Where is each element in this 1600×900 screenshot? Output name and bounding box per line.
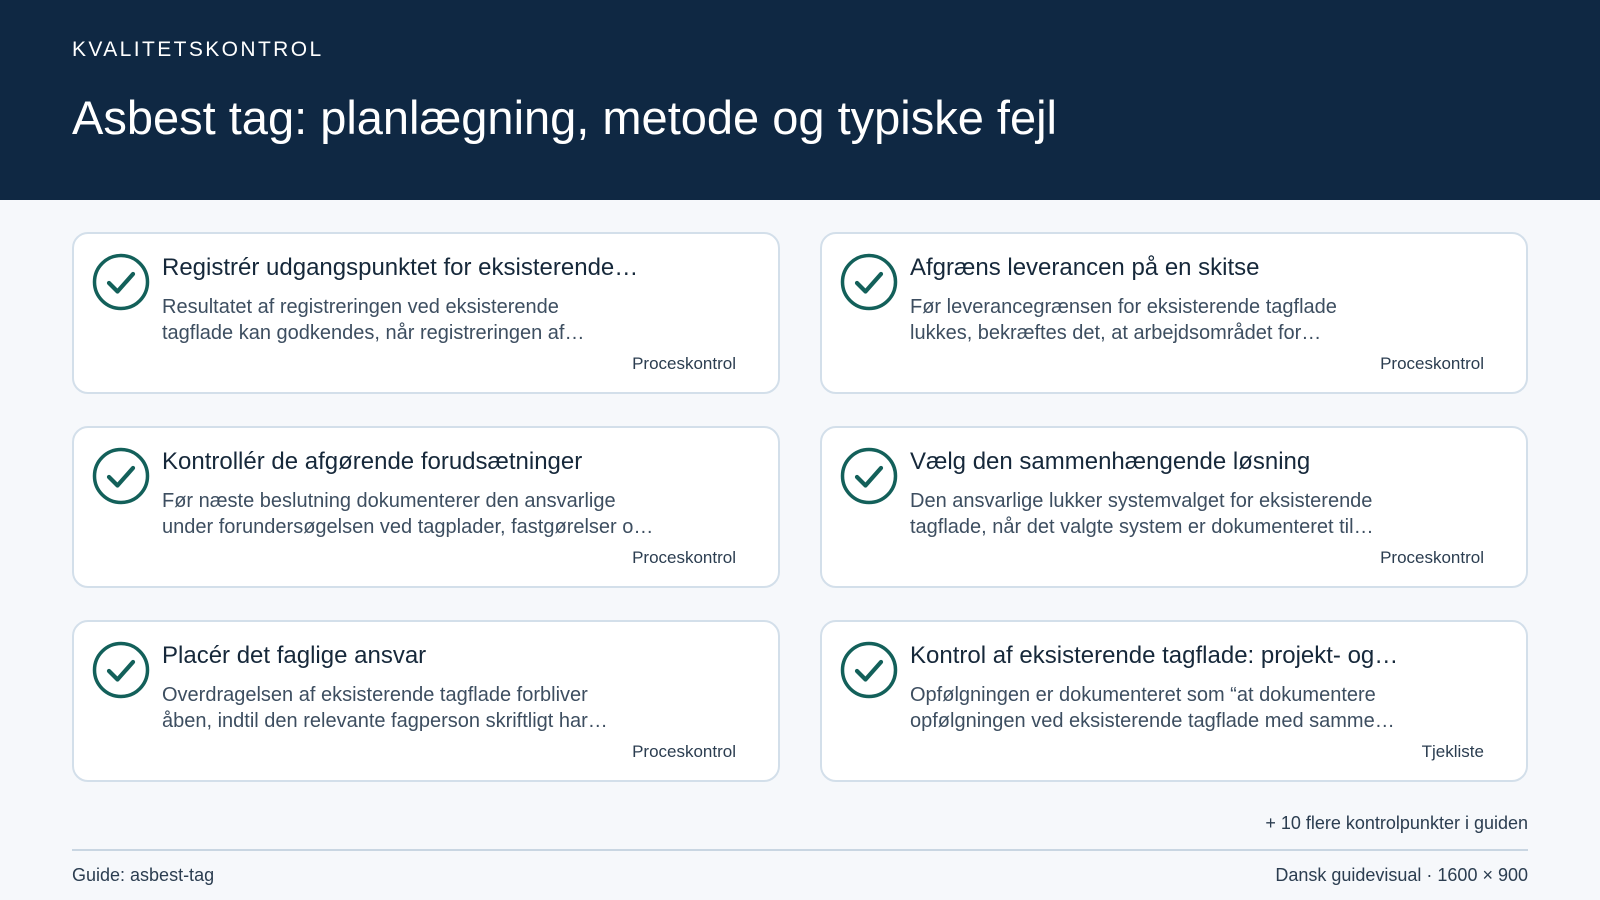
check-circle-icon	[92, 641, 150, 699]
page-title: Asbest tag: planlægning, metode og typiske fejl	[72, 91, 1057, 144]
control-card[interactable]	[820, 232, 1528, 394]
card-description-line: Opfølgningen er dokumenteret som “at dokumentere	[910, 684, 1376, 706]
check-circle-icon	[92, 253, 150, 311]
footer-guide-label: Guide: asbest-tag	[72, 865, 215, 885]
card-description-line: Overdragelsen af eksisterende tagflade forbliver	[162, 684, 588, 706]
card-title: Afgræns leverancen på en skitse	[910, 254, 1260, 281]
footer-divider	[72, 849, 1528, 851]
card-description	[162, 682, 722, 734]
control-card[interactable]	[72, 232, 780, 394]
control-card[interactable]	[820, 620, 1528, 782]
card-title: Vælg den sammenhængende løsning	[910, 448, 1311, 475]
control-card[interactable]	[820, 426, 1528, 588]
card-description-line: åben, indtil den relevante fagperson skriftligt har…	[162, 710, 608, 732]
header-eyebrow: KVALITETSKONTROL	[72, 38, 324, 61]
card-category-tag: Tjekliste	[1421, 742, 1484, 761]
card-category-tag: Proceskontrol	[1380, 354, 1484, 373]
card-description	[162, 294, 722, 346]
card-description-line: tagflade kan godkendes, når registreringen af…	[162, 322, 585, 344]
control-card[interactable]	[72, 620, 780, 782]
check-circle-icon	[840, 253, 898, 311]
card-description-line: Den ansvarlige lukker systemvalget for eksisterende	[910, 490, 1373, 512]
check-circle-icon	[840, 641, 898, 699]
card-category-tag: Proceskontrol	[632, 548, 736, 567]
card-title: Placér det faglige ansvar	[162, 642, 427, 669]
card-description-line: lukkes, bekræftes det, at arbejdsområdet for…	[910, 322, 1322, 344]
header-banner	[0, 0, 1600, 200]
card-title: Kontrollér de afgørende forudsætninger	[162, 448, 583, 475]
check-circle-icon	[92, 447, 150, 505]
card-description-line: tagflade, når det valgte system er dokumenteret til…	[910, 516, 1374, 538]
card-category-tag: Proceskontrol	[632, 354, 736, 373]
card-description-line: Resultatet af registreringen ved eksisterende	[162, 296, 559, 318]
card-category-tag: Proceskontrol	[632, 742, 736, 761]
more-controls-link[interactable]: + 10 flere kontrolpunkter i guiden	[1265, 813, 1528, 833]
card-description-line: Før næste beslutning dokumenterer den ansvarlige	[162, 490, 616, 512]
card-description	[910, 682, 1470, 734]
footer-meta-label: Dansk guidevisual · 1600 × 900	[1275, 865, 1528, 885]
check-circle-icon	[840, 447, 898, 505]
control-card[interactable]	[72, 426, 780, 588]
card-description	[910, 294, 1470, 346]
card-description	[910, 488, 1470, 540]
card-category-tag: Proceskontrol	[1380, 548, 1484, 567]
card-description-line: under forundersøgelsen ved tagplader, fastgørelser o…	[162, 516, 654, 538]
card-description-line: opfølgningen ved eksisterende tagflade med samme…	[910, 710, 1395, 732]
card-title: Registrér udgangspunktet for eksisterende…	[162, 254, 639, 281]
card-description-line: Før leverancegrænsen for eksisterende tagflade	[910, 296, 1337, 318]
card-title: Kontrol af eksisterende tagflade: projekt- og…	[910, 642, 1399, 669]
card-description	[162, 488, 722, 540]
